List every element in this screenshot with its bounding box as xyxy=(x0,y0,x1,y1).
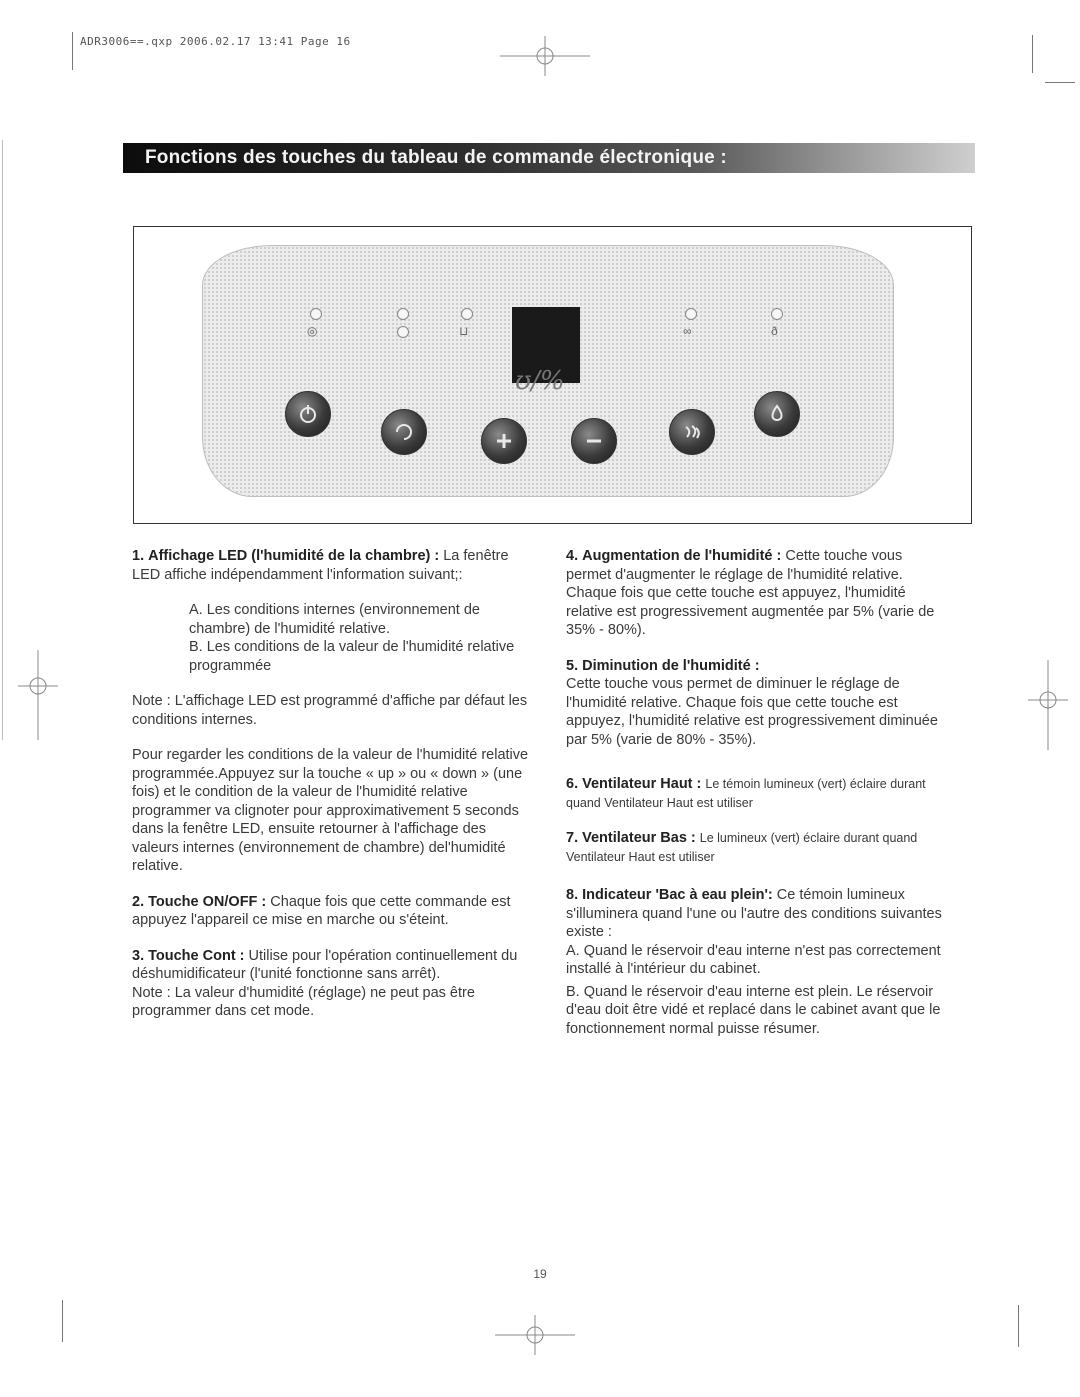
crop-mark xyxy=(62,1300,63,1342)
continuous-icon xyxy=(393,421,415,443)
print-header: ADR3006==.qxp 2006.02.17 13:41 Page 16 xyxy=(80,35,351,48)
section-2-number: 2. xyxy=(132,893,145,910)
section-8-item-a: A. Quand le réservoir d'eau interne n'est pas correctement installé à l'intérieur du cabinet. xyxy=(566,942,941,977)
bucket-icon: ⊔ xyxy=(459,324,469,338)
note-3: Note : La valeur d'humidité (réglage) ne peut pas être programmer dans cet mode. xyxy=(132,984,475,1019)
section-6-number: 6. xyxy=(566,776,579,792)
section-7-title: Ventilateur Bas : xyxy=(582,830,696,846)
water-led-indicator xyxy=(771,308,783,320)
droplet-icon: ð xyxy=(771,324,778,338)
humidity-down-button[interactable] xyxy=(571,418,617,464)
percent-sign: % xyxy=(539,366,565,396)
banner-title: Fonctions des touches du tableau de commande électronique : xyxy=(145,147,727,168)
registration-mark-icon xyxy=(500,36,590,76)
section-4-number: 4. xyxy=(566,548,579,564)
section-5-text: Cette touche vous permet de diminuer le réglage de l'humidité relative. Chaque fois que cette touche est appuyez, l'humidité relative est progressivement diminuée par 5% (varie de 80% - 35%). xyxy=(566,676,938,748)
section-6-text: Le témoin lumineux (vert) éclaire durant quand Ventilateur Haut est utiliser xyxy=(566,777,926,810)
section-1-title: Affichage LED (l'humidité de la chambre) : xyxy=(148,548,440,564)
minus-icon xyxy=(583,430,605,452)
cont-button[interactable] xyxy=(381,409,427,455)
crop-mark xyxy=(1018,1305,1019,1347)
registration-mark-icon xyxy=(495,1315,575,1355)
note-1: Note : L'affichage LED est programmé d'affiche par défaut les conditions internes. xyxy=(132,693,528,728)
power-icon xyxy=(297,403,319,425)
power-icon: ◎ xyxy=(307,324,318,338)
cont-led-indicator-2 xyxy=(397,326,409,338)
left-column xyxy=(132,547,532,1021)
water-button[interactable] xyxy=(754,391,800,437)
section-8-text: Ce témoin lumineux s'illuminera quand l'une ou l'autre des conditions suivantes existe : xyxy=(566,887,942,940)
right-column xyxy=(566,547,950,1038)
section-1-text-a: La xyxy=(443,548,460,564)
crop-mark xyxy=(1045,82,1075,83)
cont-led-indicator xyxy=(397,308,409,320)
humidity-unit-label xyxy=(515,366,565,396)
droplet-icon xyxy=(766,403,788,425)
page-number: 19 xyxy=(533,1267,547,1281)
plus-icon xyxy=(493,430,515,452)
section-banner xyxy=(123,143,975,173)
section-3-number: 3. xyxy=(132,947,145,964)
section-5-heading xyxy=(566,657,950,676)
power-led-indicator xyxy=(310,308,322,320)
fan-high-led-indicator xyxy=(685,308,697,320)
section-1-item-a: A. Les conditions internes (environnement de chambre) de l'humidité relative. xyxy=(189,602,480,637)
humidity-up-button[interactable] xyxy=(481,418,527,464)
section-8-number: 8. xyxy=(566,887,579,903)
fan-button[interactable] xyxy=(669,409,715,455)
paragraph-programmed: Pour regarder les conditions de la valeur de l'humidité relative programmée.Appuyez sur la touche « up » ou « down » (une fois) et le condition de la valeur de l'humidité relative programmer va clignoter pour approximativement 5 seconds dans la fenêtre LED, ensuite retourner à l'affichage des valeurs internes (environnement de chambre) del'humidité relative. xyxy=(132,747,529,874)
section-3-text: Utilise pour l'opération continuellement du déshumidificateur (l'unité fonctionne sans arrêt). xyxy=(132,947,518,982)
section-8-item-b: B. Quand le réservoir d'eau interne est plein. Le réservoir d'eau doit être vidé et replacé dans le cabinet avant que le fonctionnement normal puisse résumer. xyxy=(566,983,941,1037)
section-2-title: Touche ON/OFF : xyxy=(148,893,267,910)
control-panel-illustration xyxy=(202,245,894,497)
control-panel-figure xyxy=(133,226,972,524)
section-7-text: Le lumineux (vert) éclaire durant quand Ventilateur Haut est utiliser xyxy=(566,831,918,864)
fan-icon: ∞ xyxy=(683,324,692,338)
section-1-text-b: fenêtre LED affiche indépendamment l'information suivant;: xyxy=(132,548,509,583)
section-4-text: Cette touche vous permet d'augmenter le réglage de l'humidité relative. Chaque fois que cette touche est appuyez, l'humidité relative est progressivement augmentée par 5% (varie de 35% - 80%). xyxy=(566,548,935,638)
section-5-title: Diminution de l'humidité : xyxy=(582,657,760,674)
crop-mark xyxy=(2,140,3,740)
power-button[interactable] xyxy=(285,391,331,437)
section-7 xyxy=(566,829,950,866)
section-7-number: 7. xyxy=(566,830,579,846)
section-3 xyxy=(132,947,532,984)
crop-mark xyxy=(72,32,73,70)
section-2-text: Chaque fois que cette commande est appuyez l'appareil ce mise en marche ou s'éteint. xyxy=(132,893,511,928)
section-2 xyxy=(132,893,532,930)
bucket-led-indicator xyxy=(461,308,473,320)
section-8-title: Indicateur 'Bac à eau plein': xyxy=(582,887,773,903)
section-5-number: 5. xyxy=(566,657,579,674)
section-3-title: Touche Cont : xyxy=(148,947,245,964)
section-1-item-b: B. Les conditions de la valeur de l'humidité relative programmée xyxy=(189,639,515,674)
registration-mark-icon xyxy=(1028,660,1068,750)
section-6 xyxy=(566,775,950,812)
registration-mark-icon xyxy=(18,650,58,740)
section-4 xyxy=(566,547,950,640)
section-6-title: Ventilateur Haut : xyxy=(582,776,702,792)
fan-icon xyxy=(681,421,703,443)
section-1-number: 1. xyxy=(132,548,145,564)
humidity-icon: ʊ/ xyxy=(515,366,540,396)
crop-mark xyxy=(1032,35,1033,73)
section-1 xyxy=(132,547,532,584)
section-8 xyxy=(566,886,950,942)
section-4-title: Augmentation de l'humidité : xyxy=(582,548,782,564)
